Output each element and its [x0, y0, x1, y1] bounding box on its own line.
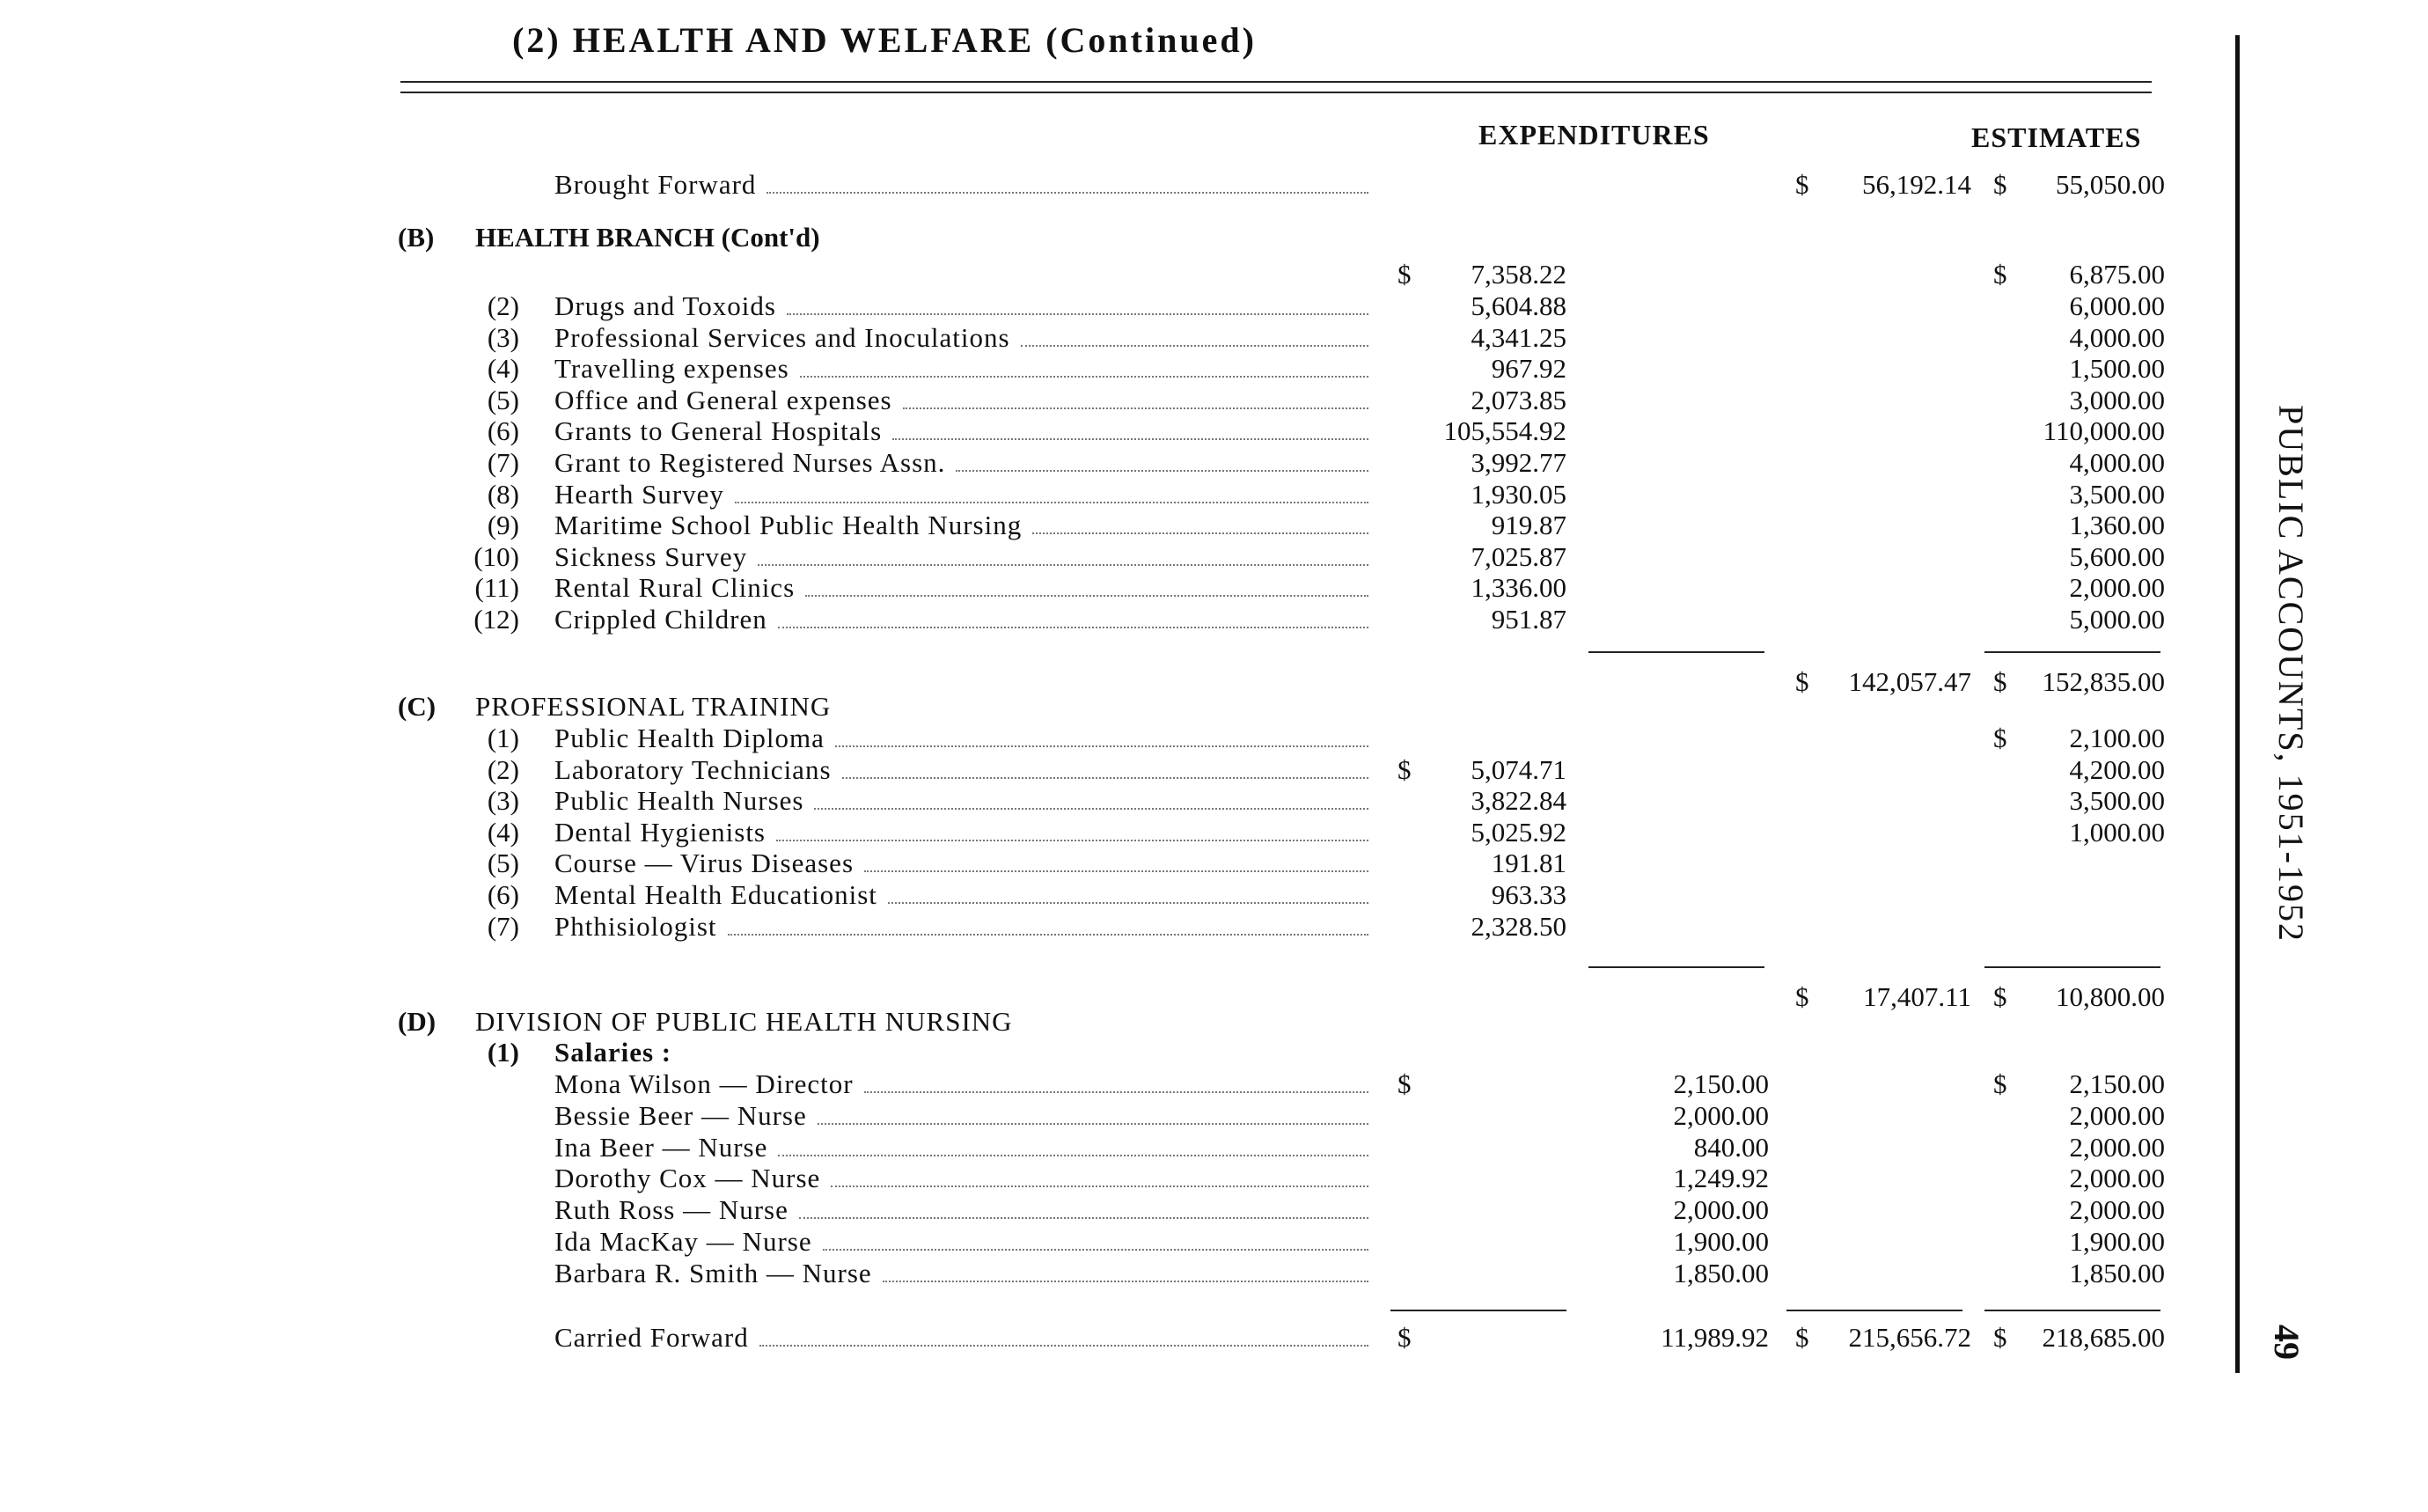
ledger-row [0, 447, 2235, 479]
item-number: (12) [473, 604, 519, 635]
margin-vertical-rule [2235, 35, 2240, 1373]
subtotal-amount: 11,989.92 [1661, 1322, 1769, 1353]
section-title: PROFESSIONAL TRAINING [475, 691, 832, 722]
ledger-row [0, 322, 2235, 354]
subtotal-rule [1984, 1310, 2160, 1311]
amount: 1,850.00 [1673, 1257, 1769, 1288]
row-label: Carried Forward [554, 1322, 749, 1353]
amount: 1,900.00 [1673, 1226, 1769, 1257]
ledger-row [0, 911, 2235, 943]
amount: 7,025.87 [1471, 540, 1566, 572]
amount: 2,328.50 [1471, 910, 1566, 942]
ledger-row [0, 1100, 2235, 1132]
estimate-amount: 1,000.00 [2069, 816, 2165, 848]
amount: 2,000.00 [1673, 1099, 1769, 1131]
item-number: (3) [487, 785, 519, 817]
dollar-sign: $ [1397, 259, 1412, 290]
ledger-row [0, 1194, 2235, 1226]
amount: 7,358.22 [1471, 259, 1566, 290]
item-number: (6) [487, 879, 519, 910]
estimate-amount: 5,600.00 [2069, 540, 2165, 572]
estimate-amount: 5,000.00 [2069, 604, 2165, 635]
page-number: 49 [2267, 1325, 2307, 1360]
subtotal-rule [1588, 651, 1764, 653]
leader-dots [799, 1217, 1368, 1219]
estimate-amount: 2,000.00 [2069, 1099, 2165, 1131]
ledger-row [0, 1068, 2235, 1100]
amount: 2,073.85 [1471, 384, 1566, 415]
item-label: Course — Virus Diseases [554, 848, 855, 879]
dollar-sign: $ [1795, 1322, 1809, 1353]
leader-dots [1032, 532, 1368, 534]
item-label: Maritime School Public Health Nursing [554, 510, 1023, 541]
section-c-heading [0, 691, 2235, 723]
amount: 919.87 [1491, 510, 1566, 541]
item-label: Mona Wilson — Director [554, 1068, 854, 1099]
section-d-subheading [0, 1037, 2235, 1068]
ledger-row [0, 290, 2235, 322]
estimate-amount: 2,000.00 [2069, 1163, 2165, 1194]
leader-dots [903, 407, 1368, 409]
section-b-heading [0, 222, 2235, 253]
item-label: Dental Hygienists [554, 816, 766, 848]
dollar-sign: $ [1397, 1068, 1412, 1099]
leader-dots [758, 564, 1368, 566]
dollar-sign: $ [1993, 981, 2007, 1012]
leader-dots [776, 840, 1368, 841]
ledger-row [0, 479, 2235, 510]
ledger-row [0, 1258, 2235, 1289]
ledger-row [0, 572, 2235, 604]
leader-dots [892, 438, 1368, 440]
estimate-amount: 4,200.00 [2069, 753, 2165, 785]
estimate-amount: 1,360.00 [2069, 510, 2165, 541]
header-rule-bottom [400, 92, 2152, 93]
item-number: (11) [474, 572, 519, 604]
item-number: (6) [487, 415, 519, 447]
ledger-row [0, 723, 2235, 754]
ledger-row [0, 1132, 2235, 1163]
section-b-first-amount-row [0, 259, 2235, 290]
leader-dots [956, 470, 1368, 472]
estimate-amount: 6,875.00 [2069, 259, 2165, 290]
dollar-sign: $ [1993, 259, 2007, 290]
leader-dots [759, 1345, 1368, 1347]
estimate-amount: 3,500.00 [2069, 478, 2165, 510]
item-label: Phthisiologist [554, 910, 717, 942]
amount: 3,822.84 [1471, 785, 1566, 817]
subtotal-rule [1588, 966, 1764, 968]
amount: 963.33 [1491, 879, 1566, 910]
leader-dots [778, 627, 1368, 628]
estimate-amount: 4,000.00 [2069, 447, 2165, 478]
ledger-row [0, 848, 2235, 879]
item-number: (4) [487, 816, 519, 848]
amount: 5,074.71 [1471, 753, 1566, 785]
leader-dots [728, 934, 1368, 936]
column-header-estimates: ESTIMATES [1971, 121, 2142, 153]
leader-dots [835, 745, 1368, 747]
estimate-amount: 2,000.00 [2069, 1131, 2165, 1163]
estimate-amount: 2,150.00 [2069, 1068, 2165, 1099]
ledger-row [0, 415, 2235, 447]
estimate-amount: 3,500.00 [2069, 785, 2165, 817]
item-label: Bessie Beer — Nurse [554, 1099, 807, 1131]
amount: 2,150.00 [1673, 1068, 1769, 1099]
estimate-amount: 110,000.00 [2043, 415, 2165, 447]
subtotal-rule [1390, 1310, 1566, 1311]
amount: 5,025.92 [1471, 816, 1566, 848]
dollar-sign: $ [1993, 723, 2007, 753]
amount: 840.00 [1693, 1131, 1769, 1163]
amount: 105,554.92 [1443, 415, 1566, 447]
item-label: Laboratory Technicians [554, 753, 832, 785]
item-number: (8) [487, 478, 519, 510]
item-label: Drugs and Toxoids [554, 290, 776, 321]
estimate-amount: 4,000.00 [2069, 321, 2165, 353]
estimate-amount: 218,685.00 [2042, 1322, 2165, 1353]
item-label: Rental Rural Clinics [554, 572, 796, 604]
amount: 1,249.92 [1673, 1163, 1769, 1194]
section-code: (C) [398, 691, 436, 722]
dollar-sign: $ [1397, 753, 1412, 785]
estimate-amount: 1,850.00 [2069, 1257, 2165, 1288]
ledger-row [0, 879, 2235, 911]
header-rule-top [400, 81, 2152, 83]
leader-dots [787, 313, 1368, 315]
item-label: Office and General expenses [554, 384, 892, 415]
leader-dots [842, 777, 1368, 779]
amount: 2,000.00 [1673, 1194, 1769, 1226]
leader-dots [778, 1155, 1368, 1156]
side-running-title: PUBLIC ACCOUNTS, 1951-1952 [2271, 405, 2311, 943]
dollar-sign: $ [1993, 666, 2007, 697]
item-number: (1) [487, 723, 519, 753]
subtotal-rule [1984, 966, 2160, 968]
amount: 4,341.25 [1471, 321, 1566, 353]
item-number: (4) [487, 353, 519, 385]
dollar-sign: $ [1993, 1322, 2007, 1353]
item-number: (3) [487, 321, 519, 353]
column-header-expenditures: EXPENDITURES [1478, 119, 1710, 150]
item-label: Barbara R. Smith — Nurse [554, 1257, 872, 1288]
item-number: (5) [487, 384, 519, 415]
dollar-sign: $ [1993, 169, 2007, 200]
ledger-row [0, 817, 2235, 848]
total-amount: 56,192.14 [1862, 169, 1971, 200]
item-label: Grants to General Hospitals [554, 415, 883, 447]
item-label: Ruth Ross — Nurse [554, 1194, 789, 1226]
row-label: Brought Forward [554, 169, 757, 200]
brought-forward-row [0, 169, 2235, 201]
ledger-row [0, 1163, 2235, 1194]
item-label: Sickness Survey [554, 540, 748, 572]
leader-dots [883, 1281, 1368, 1282]
estimate-amount: 55,050.00 [2056, 169, 2165, 200]
dollar-sign: $ [1795, 981, 1809, 1012]
carried-forward-row [0, 1322, 2235, 1354]
item-label: Professional Services and Inoculations [554, 321, 1010, 353]
item-label: Travelling expenses [554, 353, 789, 385]
section-title: HEALTH BRANCH (Cont'd) [475, 222, 820, 253]
item-label: Dorothy Cox — Nurse [554, 1163, 821, 1194]
dollar-sign: $ [1397, 1322, 1412, 1353]
estimate-amount: 6,000.00 [2069, 290, 2165, 321]
estimate-amount: 3,000.00 [2069, 384, 2165, 415]
item-label: Public Health Nurses [554, 785, 804, 817]
leader-dots [800, 376, 1368, 378]
total-amount: 17,407.11 [1863, 981, 1971, 1012]
amount: 5,604.88 [1471, 290, 1566, 321]
estimate-amount: 10,800.00 [2056, 981, 2165, 1012]
ledger-row [0, 385, 2235, 416]
total-amount: 215,656.72 [1848, 1322, 1971, 1353]
amount: 1,336.00 [1471, 572, 1566, 604]
leader-dots [864, 870, 1368, 872]
leader-dots [888, 902, 1368, 904]
amount: 951.87 [1491, 604, 1566, 635]
section-code: (D) [398, 1006, 436, 1037]
leader-dots [823, 1249, 1368, 1251]
page-title: (2) HEALTH AND WELFARE (Continued) [512, 20, 1257, 60]
estimate-amount: 2,000.00 [2069, 1194, 2165, 1226]
leader-dots [767, 192, 1368, 194]
estimate-amount: 1,500.00 [2069, 353, 2165, 385]
subtotal-rule [1786, 1310, 1962, 1311]
item-number: (5) [487, 848, 519, 879]
item-label: Crippled Children [554, 604, 767, 635]
amount: 1,930.05 [1471, 478, 1566, 510]
leader-dots [805, 595, 1368, 597]
item-number: (7) [487, 910, 519, 942]
leader-dots [818, 1123, 1368, 1125]
estimate-amount: 152,835.00 [2042, 666, 2165, 697]
leader-dots [864, 1091, 1368, 1093]
ledger-row [0, 1226, 2235, 1258]
amount: 3,992.77 [1471, 447, 1566, 478]
section-title: DIVISION OF PUBLIC HEALTH NURSING [475, 1006, 1013, 1037]
dollar-sign: $ [1795, 666, 1809, 697]
item-label: Hearth Survey [554, 478, 724, 510]
amount: 967.92 [1491, 353, 1566, 385]
item-number: (9) [487, 510, 519, 541]
item-label: Ida MacKay — Nurse [554, 1226, 812, 1257]
total-amount: 142,057.47 [1848, 666, 1971, 697]
leader-dots [735, 502, 1368, 503]
ledger-row [0, 754, 2235, 786]
item-label: Mental Health Educationist [554, 879, 877, 910]
leader-dots [831, 1185, 1368, 1187]
dollar-sign: $ [1993, 1068, 2007, 1099]
section-code: (B) [398, 222, 435, 253]
estimate-amount: 2,100.00 [2069, 723, 2165, 753]
item-number: (1) [487, 1037, 519, 1068]
item-label: Public Health Diploma [554, 723, 825, 753]
ledger-row [0, 604, 2235, 635]
ledger-row [0, 510, 2235, 541]
item-number: (7) [487, 447, 519, 478]
ledger-row [0, 785, 2235, 817]
estimate-amount: 2,000.00 [2069, 572, 2165, 604]
item-number: (10) [473, 540, 519, 572]
ledger-row [0, 353, 2235, 385]
ledger-row [0, 541, 2235, 573]
section-d-heading [0, 1006, 2235, 1038]
estimate-amount: 1,900.00 [2069, 1226, 2165, 1257]
item-number: (2) [487, 290, 519, 321]
item-label: Ina Beer — Nurse [554, 1131, 768, 1163]
subtotal-rule [1984, 651, 2160, 653]
amount: 191.81 [1491, 848, 1566, 879]
dollar-sign: $ [1795, 169, 1809, 200]
item-number: (2) [487, 753, 519, 785]
leader-dots [814, 808, 1368, 810]
subheading-label: Salaries : [554, 1037, 672, 1068]
item-label: Grant to Registered Nurses Assn. [554, 447, 946, 478]
leader-dots [1021, 345, 1368, 347]
